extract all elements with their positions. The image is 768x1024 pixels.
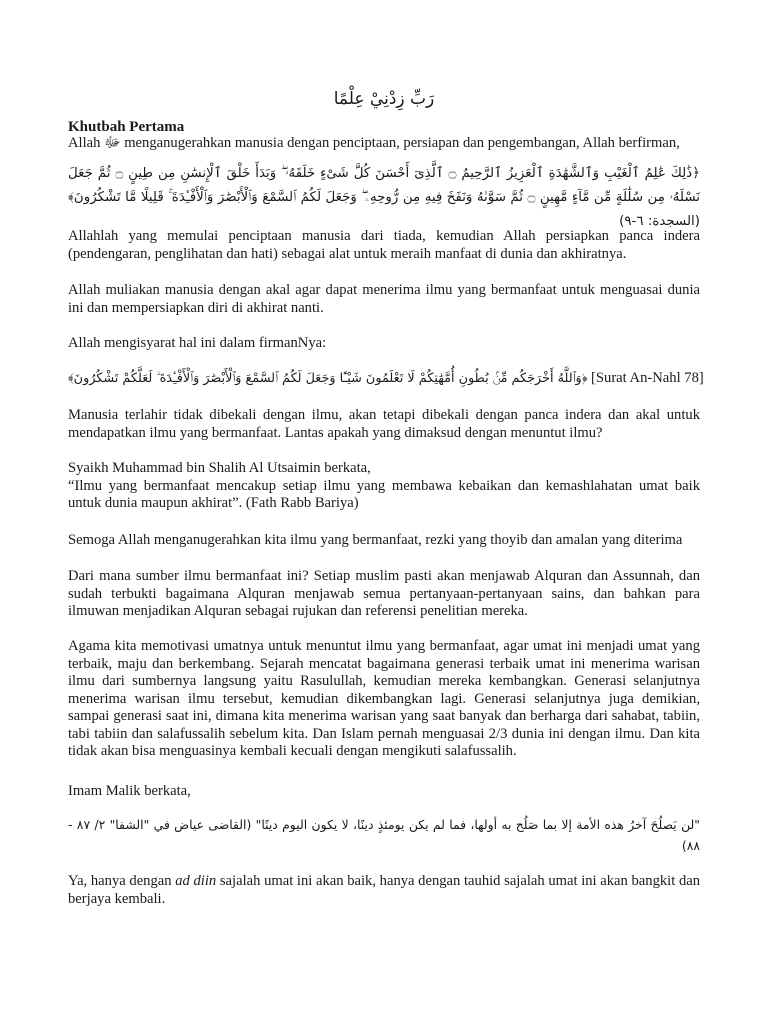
closing-text-after: sajalah umat ini akan baik, hanya dengan tauhid sajalah umat ini akan bangkit dan berjaya kembali. (68, 873, 701, 907)
sermon-title: Khutbah Pertama (68, 119, 185, 135)
paragraph-source-of-knowledge: Dari mana sumber ilmu bermanfaat ini? Setiap muslim pasti akan menjawab Alquran dan Assunnah, dan sudah terbukti bagaimana Alquran menjawab semua pertanyaan-pertanyaan sains, dan bahkan para ilmuwan menjadikan Alquran sebagai rujukan dan referensi penelitian mereka. (68, 568, 700, 619)
arabic-title: رَبِّ زِدْنِيْ عِلْمًا (333, 89, 435, 109)
quran-quote-as-sajdah-text: ﴿ذَٰلِكَ عَٰلِمُ ٱلْغَيْبِ وَٱلشَّهَٰدَةِ ٱلْعَزِيزُ ٱلرَّحِيمُ ۝ ٱلَّذِىٓ أَحْسَنَ كُلَّ شَىْءٍ خَلَقَهُۥ ۖ وَبَدَأَ خَلْقَ ٱلْإِنسَٰنِ مِن طِينٍ ۝ ثُمَّ جَعَلَ نَسْلَهُۥ مِن سُلَٰلَةٍ مِّن مَّآءٍ مَّهِينٍ ۝ ثُمَّ سَوَّىٰهُ وَنَفَخَ فِيهِ مِن رُّوحِهِۦ ۖ وَجَعَلَ لَكُمُ ٱلسَّمْعَ وَٱلْأَبْصَٰرَ وَٱلْأَفْـِٔدَةَ ۚ قَلِيلًا مَّا تَشْكُرُونَ﴾ (68, 166, 700, 205)
paragraph-utsaimin (68, 460, 700, 513)
imam-malik-quote (68, 814, 700, 856)
paragraph-firman-intro: Allah mengisyarat hal ini dalam firmanNya: (68, 335, 327, 351)
utsaimin-quote: “Ilmu yang bermanfaat mencakup setiap ilmu yang membawa kebaikan dan kemashlahatan umat baik untuk dunia maupun akhirat”. (Fath Rabb Bariya) (68, 477, 700, 511)
utsaimin-speaker: Syaikh Muhammad bin Shalih Al Utsaimin berkata, (68, 460, 371, 476)
imam-malik-quote-reference: ٨٨) (681, 838, 700, 853)
quran-reference-as-sajdah: (السجدة: ٦-٩) (619, 214, 700, 229)
quran-quote-as-sajdah (68, 162, 700, 234)
closing-paragraph (68, 873, 700, 908)
closing-text-before: Ya, hanya dengan (68, 873, 176, 889)
intro-paragraph: Allah ﷻ menganugerahkan manusia dengan penciptaan, persiapan dan pengembangan, Allah berfirman, (68, 135, 680, 151)
paragraph-prayer: Semoga Allah menganugerahkan kita ilmu yang bermanfaat, rezki yang thoyib dan amalan yang diterima (68, 532, 683, 548)
paragraph-imam-malik-intro: Imam Malik berkata, (68, 783, 191, 799)
imam-malik-quote-text: "لن يَصلُحَ آخرُ هذه الأمة إلا بما صَلُح به أولها، فما لم يكن يومئذٍ دينًا، لا يكون اليوم دينًا" (القاضى عياض في "الشفا" ٢/ ٨٧ - (68, 817, 700, 832)
paragraph-creation: Allahlah yang memulai penciptaan manusia dari tiada, kemudian Allah persiapkan panca indera (pendengaran, penglihatan dan hati) sebagai alat untuk meraih manfaat di dunia dan akhiratnya. (68, 228, 700, 262)
paragraph-history: Agama kita memotivasi umatnya untuk menuntut ilmu yang bermanfaat, agar umat ini menjadi umat yang terbaik, maju dan berkembang. Sejarah mencatat bagaimana generasi terbaik umat ini menerima warisan ilmu dari sumbernya langsung yaitu Rasulullah, kemudian mereka kembangkan. Generasi selanjutnya menerima warisan ilmu tersebut, kemudian dikembangkan lagi. Generasi selanjutnya juga demikian, sampai generasi saat ini, dimana kita menerima warisan yang saat banyak dan berharga dari sahabat, tabiin, tabi tabiin dan salafussalih sebelum kita. Dan Islam pernah menguasai 2/3 dunia ini dengan ilmu. Dan kita tidak akan bisa menguasinya kembali kecuali dengan mengikuti salafussalih. (68, 638, 700, 759)
quran-reference-an-nahl: [Surat An-Nahl 78] (591, 370, 704, 386)
quran-quote-an-nahl-text: ﴿وَٱللَّهُ أَخْرَجَكُم مِّنۢ بُطُونِ أُمَّهَٰتِكُمْ لَا تَعْلَمُونَ شَيْـًٔا وَجَعَلَ لَكُمُ ٱلسَّمْعَ وَٱلْأَبْصَٰرَ وَٱلْأَفْـِٔدَةَ ۙ لَعَلَّكُمْ تَشْكُرُونَ﴾ (68, 371, 588, 386)
quran-quote-an-nahl (68, 370, 704, 388)
paragraph-born-without-knowledge: Manusia terlahir tidak dibekali dengan ilmu, akan tetapi dibekali dengan panca indera dan akal untuk mendapatkan ilmu yang bermanfaat. Lantas apakah yang dimaksud dengan menuntut ilmu? (68, 407, 700, 441)
paragraph-intellect: Allah muliakan manusia dengan akal agar dapat menerima ilmu yang bermanfaat untuk menguasai dunia ini dan mempersiapkan diri di akhirat nanti. (68, 282, 700, 316)
closing-text-italic: ad diin (175, 873, 217, 889)
